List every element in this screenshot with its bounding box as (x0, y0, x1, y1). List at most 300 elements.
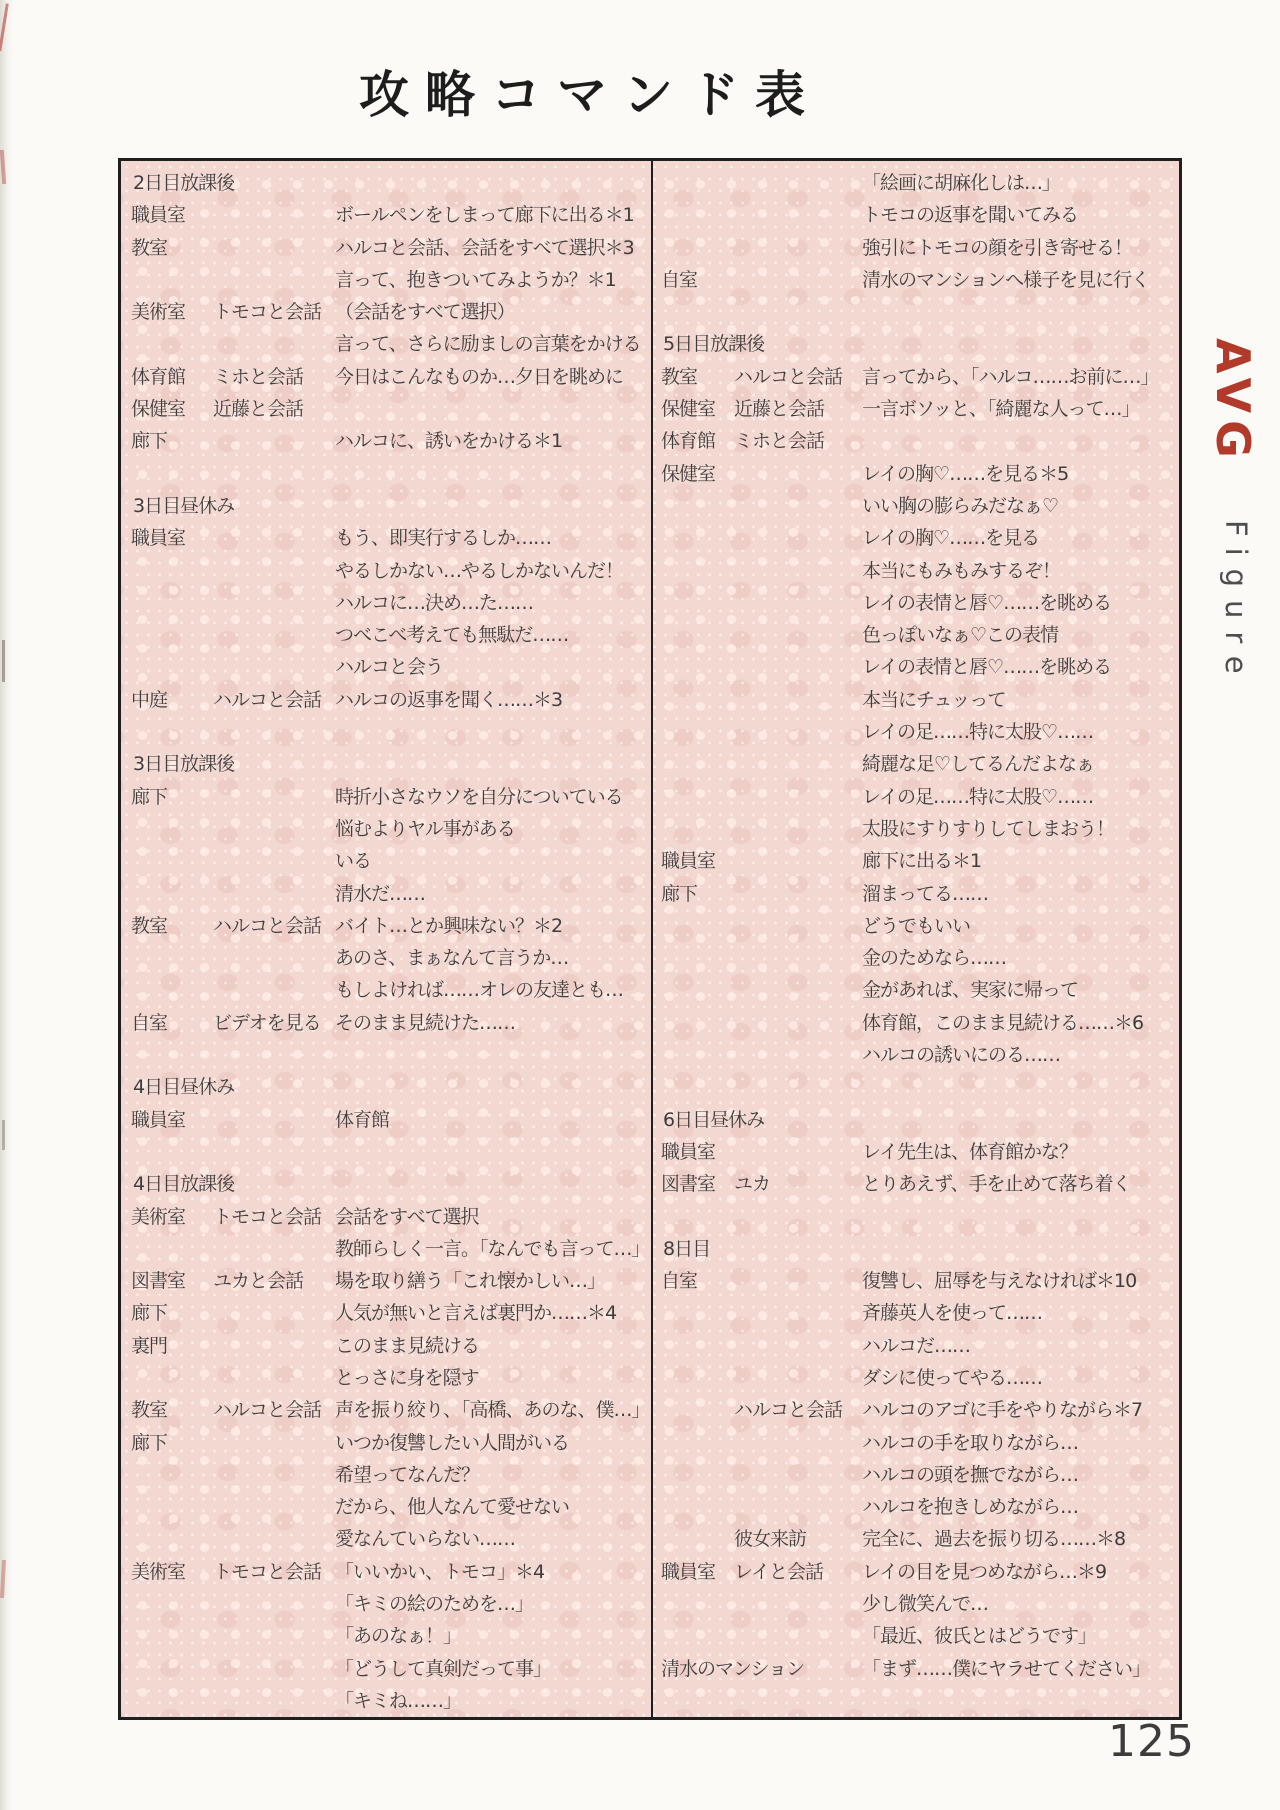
location-cell (661, 1330, 734, 1362)
table-row (131, 199, 651, 231)
table-row (661, 813, 1179, 845)
table-row (131, 264, 651, 296)
location-cell (661, 684, 734, 716)
table-right-column (651, 161, 1179, 1717)
partner-cell (734, 199, 862, 231)
partner-cell (213, 619, 335, 651)
table-row (131, 1491, 651, 1523)
location-cell: 中庭 (131, 688, 168, 711)
command-cell: ボールペンをしまって廊下に出る＊1 (335, 204, 634, 227)
command-cell: 会話をすべて選択 (335, 1205, 479, 1228)
partner-cell (213, 199, 335, 231)
table-row (661, 942, 1179, 974)
partner-cell (734, 1491, 862, 1523)
table-row (661, 264, 1179, 296)
partner-cell: 近藤と会話 (213, 398, 304, 421)
partner-cell: トモコと会話 (213, 1560, 322, 1583)
location-cell (131, 878, 213, 910)
command-cell: もう、即実行するしか…… (335, 527, 552, 550)
location-cell: 職員室 (131, 527, 186, 550)
partner-cell (734, 974, 862, 1006)
table-row (131, 684, 651, 716)
partner-cell (213, 232, 335, 264)
command-cell: 少し微笑んで… (862, 1593, 989, 1616)
command-cell: 「最近、彼氏とはどうです」 (862, 1625, 1097, 1648)
command-cell: 綺麗な足♡してるんだよなぁ (862, 753, 1095, 776)
table-left-column (121, 161, 651, 1717)
location-cell (661, 1039, 734, 1071)
partner-cell (734, 942, 862, 974)
location-cell (131, 1620, 213, 1652)
partner-cell (213, 555, 335, 587)
command-cell: 体育館 (335, 1108, 390, 1131)
partner-cell (734, 232, 862, 264)
command-cell: 太股にすりすりしてしまおう！ (862, 817, 1115, 840)
command-cell: やるしかない…やるしかないんだ！ (335, 559, 624, 582)
command-cell: 教師らしく一言。「なんでも言って…」 (335, 1237, 650, 1260)
command-cell: 本当にチュッって (862, 688, 1006, 711)
table-row (131, 587, 651, 619)
command-cell: 愛なんていらない…… (335, 1528, 516, 1551)
location-cell (661, 748, 734, 780)
partner-cell (734, 1297, 862, 1329)
partner-cell (734, 1136, 862, 1168)
command-cell: 金のためなら…… (862, 947, 1007, 970)
partner-cell (213, 1330, 335, 1362)
command-cell: だから、他人なんて愛せない (335, 1496, 570, 1519)
location-cell (661, 1007, 734, 1039)
partner-cell (734, 458, 862, 490)
command-cell: ダシに使ってやる…… (862, 1366, 1043, 1389)
command-cell: つべこべ考えても無駄だ…… (335, 624, 569, 647)
table-row (131, 522, 651, 554)
partner-cell: ハルコと会話 (734, 365, 843, 388)
location-cell (131, 619, 213, 651)
command-cell: ハルコのアゴに手をやりながら＊7 (862, 1399, 1143, 1422)
location-cell: 職員室 (661, 850, 716, 873)
section-header: 6日目昼休み (663, 1108, 765, 1131)
location-cell (131, 974, 213, 1006)
table-row (661, 232, 1179, 264)
location-cell: 廊下 (131, 785, 168, 808)
side-label-avg: AVG (1206, 338, 1260, 465)
partner-cell (213, 1427, 335, 1459)
table-row (661, 1330, 1179, 1362)
location-cell: 自室 (661, 268, 698, 291)
command-cell: いる (335, 850, 372, 873)
command-cell: レイ先生は、体育館かな？ (862, 1140, 1078, 1163)
command-cell: 「あのなぁ！」 (335, 1625, 462, 1648)
command-cell: 声を振り絞り、「高橋、あのな、僕…」 (335, 1399, 650, 1422)
location-cell (661, 232, 734, 264)
location-cell: 職員室 (131, 1108, 186, 1131)
location-cell (661, 1297, 734, 1329)
command-cell: 本当にもみもみするぞ！ (862, 559, 1061, 582)
location-cell: 自室 (131, 1011, 168, 1034)
table-row (131, 1007, 651, 1039)
location-cell: 保健室 (661, 462, 716, 485)
table-row (131, 1523, 651, 1555)
location-cell (131, 1588, 213, 1620)
partner-cell (734, 910, 862, 942)
partner-cell (734, 1007, 862, 1039)
table-row (661, 522, 1179, 554)
blank-row (131, 1039, 651, 1071)
table-row (661, 167, 1179, 199)
section-header: 4日目放課後 (133, 1173, 235, 1196)
command-table (118, 158, 1182, 1720)
command-cell: ハルコを抱きしめながら… (862, 1496, 1079, 1519)
location-cell (131, 1233, 213, 1265)
partner-cell (213, 1459, 335, 1491)
command-cell: ハルコの頭を撫でながら… (862, 1463, 1079, 1486)
partner-cell (734, 1330, 862, 1362)
location-cell: 体育館 (661, 430, 716, 453)
location-cell (661, 910, 734, 942)
partner-cell (734, 167, 862, 199)
table-row (131, 619, 651, 651)
location-cell: 教室 (131, 1399, 168, 1422)
location-cell: 廊下 (131, 430, 168, 453)
location-cell (131, 587, 213, 619)
location-cell (661, 1459, 734, 1491)
partner-cell (734, 845, 862, 877)
location-cell: 職員室 (661, 1140, 716, 1163)
command-cell: あのさ、まぁなんて言うか… (335, 947, 569, 970)
partner-cell (734, 878, 862, 910)
table-row (661, 1556, 1179, 1588)
command-cell: ハルコと会話、会話をすべて選択＊3 (335, 236, 634, 259)
location-cell (661, 1491, 734, 1523)
command-cell: そのまま見続けた…… (335, 1011, 516, 1034)
partner-cell (734, 716, 862, 748)
partner-cell (734, 781, 862, 813)
command-cell: 「まず……僕にヤラせてください」 (862, 1657, 1151, 1680)
command-cell: 言って、さらに励ましの言葉をかける (335, 333, 641, 356)
table-row (661, 974, 1179, 1006)
command-cell: 廊下に出る＊1 (862, 850, 982, 873)
command-cell: レイの表情と唇♡……を眺める (862, 591, 1112, 614)
command-cell: 体育館，このまま見続ける……＊6 (862, 1011, 1144, 1034)
location-cell (661, 1620, 734, 1652)
location-cell: 清水のマンション (661, 1657, 805, 1680)
command-cell: レイの目を見つめながら…＊9 (862, 1560, 1107, 1583)
command-cell: レイの表情と唇♡……を眺める (862, 656, 1112, 679)
table-row (661, 748, 1179, 780)
partner-cell (213, 522, 335, 554)
table-row (661, 1039, 1179, 1071)
blank-row (661, 1071, 1179, 1103)
location-cell (661, 199, 734, 231)
partner-cell (213, 651, 335, 683)
partner-cell (213, 1620, 335, 1652)
table-row (661, 555, 1179, 587)
command-cell: ハルコと会う (335, 656, 444, 679)
table-row (661, 651, 1179, 683)
location-cell: 教室 (131, 236, 168, 259)
command-cell: トモコの返事を聞いてみる (862, 204, 1079, 227)
partner-cell: ミホと会話 (213, 365, 304, 388)
table-row (661, 1297, 1179, 1329)
partner-cell (734, 651, 862, 683)
location-cell: 美術室 (131, 1205, 186, 1228)
partner-cell (213, 425, 335, 457)
table-row (131, 845, 651, 877)
location-cell (661, 1394, 734, 1426)
partner-cell (213, 1104, 335, 1136)
table-row (661, 1523, 1179, 1555)
location-cell: 廊下 (131, 1302, 168, 1325)
partner-cell: ハルコと会話 (213, 1399, 322, 1422)
table-row (661, 684, 1179, 716)
table-row (661, 587, 1179, 619)
table-row (131, 651, 651, 683)
partner-cell (213, 1233, 335, 1265)
paper-edge (0, 0, 14, 1810)
command-cell: （会話をすべて選択） (335, 301, 515, 324)
location-cell: 美術室 (131, 301, 186, 324)
table-row (131, 1620, 651, 1652)
partner-cell: ハルコと会話 (213, 688, 322, 711)
table-row (661, 910, 1179, 942)
location-cell (661, 813, 734, 845)
table-row (661, 716, 1179, 748)
table-row (661, 1394, 1179, 1426)
partner-cell: ハルコと会話 (734, 1399, 843, 1422)
table-row (661, 1588, 1179, 1620)
command-cell: とっさに身を隠す (335, 1366, 479, 1389)
location-cell: 廊下 (131, 1431, 168, 1454)
location-cell (131, 1459, 213, 1491)
page-title: 攻略コマンド表 (359, 66, 821, 124)
table-row (661, 490, 1179, 522)
partner-cell: ミホと会話 (734, 430, 825, 453)
command-cell: レイの足……特に太股♡…… (862, 785, 1094, 808)
command-cell: 完全に、過去を振り切る……＊8 (862, 1528, 1126, 1551)
partner-cell (213, 942, 335, 974)
partner-cell (734, 813, 862, 845)
command-cell: ハルコの手を取りながら… (862, 1431, 1079, 1454)
table-row (131, 1297, 651, 1329)
partner-cell: ユカ (734, 1173, 771, 1196)
table-row (661, 781, 1179, 813)
location-cell (131, 845, 213, 877)
location-cell (661, 716, 734, 748)
section-header: 8日目 (663, 1237, 711, 1260)
command-cell: 色っぽいなぁ♡この表情 (862, 624, 1059, 647)
location-cell: 保健室 (661, 398, 716, 421)
page-number: 125 (1108, 1716, 1195, 1767)
table-row (131, 974, 651, 1006)
location-cell: 保健室 (131, 398, 186, 421)
command-cell: 「いいかい、トモコ」＊4 (335, 1560, 545, 1583)
partner-cell (213, 878, 335, 910)
command-cell: 一言ボソッと、「綺麗な人って…」 (862, 398, 1140, 421)
location-cell: 図書室 (131, 1270, 186, 1293)
section-header: 4日目昼休み (133, 1076, 235, 1099)
location-cell: 美術室 (131, 1560, 186, 1583)
location-cell (661, 942, 734, 974)
command-cell: いつか復讐したい人間がいる (335, 1431, 570, 1454)
table-row (661, 199, 1179, 231)
partner-cell (213, 974, 335, 1006)
location-cell (661, 619, 734, 651)
partner-cell (734, 1653, 862, 1685)
location-cell (661, 490, 734, 522)
location-cell (661, 651, 734, 683)
table-row (131, 1556, 651, 1588)
location-cell: 教室 (131, 914, 168, 937)
table-row (131, 1588, 651, 1620)
partner-cell (734, 1459, 862, 1491)
command-cell: 金があれば、実家に帰って (862, 979, 1079, 1002)
command-cell: 復讐し、屈辱を与えなければ＊10 (862, 1270, 1137, 1293)
command-cell: このまま見続ける (335, 1334, 480, 1357)
table-row (131, 1685, 651, 1717)
section-header: 5日目放課後 (663, 333, 765, 356)
paper-edge-mark (2, 640, 5, 682)
command-cell: 希望ってなんだ？ (335, 1463, 480, 1486)
table-row (661, 1459, 1179, 1491)
partner-cell (734, 555, 862, 587)
partner-cell (213, 328, 335, 360)
table-row (131, 1201, 651, 1233)
partner-cell: トモコと会話 (213, 301, 322, 324)
command-cell: 清水だ…… (335, 882, 426, 905)
command-cell: 溜まってる…… (862, 882, 989, 905)
location-cell: 職員室 (661, 1560, 716, 1583)
table-row (661, 1653, 1179, 1685)
partner-cell (213, 845, 335, 877)
location-cell (661, 1523, 734, 1555)
table-row (661, 619, 1179, 651)
command-cell: レイの胸♡……を見る＊5 (862, 462, 1069, 485)
location-cell (661, 555, 734, 587)
location-cell: 教室 (661, 365, 698, 388)
table-row (131, 1265, 651, 1297)
partner-cell (213, 1297, 335, 1329)
partner-cell (734, 490, 862, 522)
table-row (131, 425, 651, 457)
table-row (661, 1007, 1179, 1039)
partner-cell (734, 1039, 862, 1071)
partner-cell (734, 1265, 862, 1297)
location-cell: 裏門 (131, 1334, 168, 1357)
table-row (131, 1459, 651, 1491)
partner-cell (213, 1685, 335, 1717)
location-cell: 職員室 (131, 204, 186, 227)
partner-cell (213, 1491, 335, 1523)
table-row (131, 232, 651, 264)
command-cell: 人気が無いと言えば裏門か……＊4 (335, 1302, 617, 1325)
command-cell: バイト…とか興味ない？＊2 (335, 914, 563, 937)
blank-row (131, 1136, 651, 1168)
partner-cell (734, 1362, 862, 1394)
location-cell: 体育館 (131, 365, 186, 388)
location-cell (661, 587, 734, 619)
location-cell (661, 781, 734, 813)
location-cell: 図書室 (661, 1173, 716, 1196)
location-cell (131, 1685, 213, 1717)
location-cell (131, 651, 213, 683)
table-row (131, 393, 651, 425)
table-row (661, 1491, 1179, 1523)
side-label-figure: Figure (1219, 520, 1253, 687)
paper-edge-mark (2, 1120, 5, 1150)
blank-row (131, 716, 651, 748)
partner-cell: ユカと会話 (213, 1270, 304, 1293)
command-cell: 時折小さなウソを自分についている (335, 785, 623, 808)
table-row (661, 393, 1179, 425)
command-cell: どうでもいい (862, 914, 971, 937)
location-cell (131, 264, 213, 296)
table-row (661, 845, 1179, 877)
partner-cell (213, 1362, 335, 1394)
command-cell: 「キミの絵のためを…」 (335, 1593, 534, 1616)
partner-cell (734, 748, 862, 780)
table-row (661, 1620, 1179, 1652)
partner-cell (734, 1427, 862, 1459)
table-row (131, 1362, 651, 1394)
partner-cell (213, 1588, 335, 1620)
command-cell: もしよければ……オレの友達とも… (335, 979, 624, 1002)
command-cell: 「キミね……」 (335, 1689, 462, 1712)
table-row (661, 361, 1179, 393)
command-cell: ハルコに…決め…た…… (335, 591, 534, 614)
table-row (131, 555, 651, 587)
command-cell: ハルコに、誘いをかける＊1 (335, 430, 563, 453)
partner-cell (213, 813, 335, 845)
location-cell (131, 813, 213, 845)
table-row (131, 328, 651, 360)
blank-row (131, 458, 651, 490)
command-cell: 言って、抱きついてみようか？＊1 (335, 268, 616, 291)
command-cell: 「どうして真剣だって事」 (335, 1657, 552, 1680)
blank-row (661, 1201, 1179, 1233)
partner-cell (734, 522, 862, 554)
command-cell: 「絵画に胡麻化しは…」 (862, 172, 1061, 194)
section-header: 3日目昼休み (133, 494, 235, 517)
command-cell: ハルコの返事を聞く……＊3 (335, 688, 563, 711)
location-cell (661, 974, 734, 1006)
partner-cell: ハルコと会話 (213, 914, 322, 937)
command-cell (862, 425, 1179, 457)
partner-cell (213, 587, 335, 619)
partner-cell (213, 1653, 335, 1685)
blank-row (661, 296, 1179, 328)
location-cell (131, 555, 213, 587)
command-cell: とりあえず、手を止めて落ち着く (862, 1173, 1131, 1196)
table-row (131, 1233, 651, 1265)
partner-cell: 近藤と会話 (734, 398, 825, 421)
command-cell: いい胸の膨らみだなぁ♡ (862, 494, 1059, 517)
location-cell (661, 167, 734, 199)
location-cell: 自室 (661, 1270, 698, 1293)
table-row (661, 1427, 1179, 1459)
table-row (131, 878, 651, 910)
location-cell (661, 1362, 734, 1394)
table-row (661, 458, 1179, 490)
partner-cell: ビデオを見る (213, 1011, 321, 1034)
table-row (131, 1394, 651, 1426)
table-row (131, 361, 651, 393)
partner-cell (734, 1588, 862, 1620)
section-header: 2日目放課後 (133, 172, 235, 194)
command-cell: 場を取り繕う「これ懐かしい…」 (335, 1270, 606, 1293)
command-cell: 今日はこんなものか…夕日を眺めに (335, 365, 624, 388)
command-cell: 言ってから、「ハルコ……お前に…」 (862, 365, 1159, 388)
location-cell (131, 942, 213, 974)
